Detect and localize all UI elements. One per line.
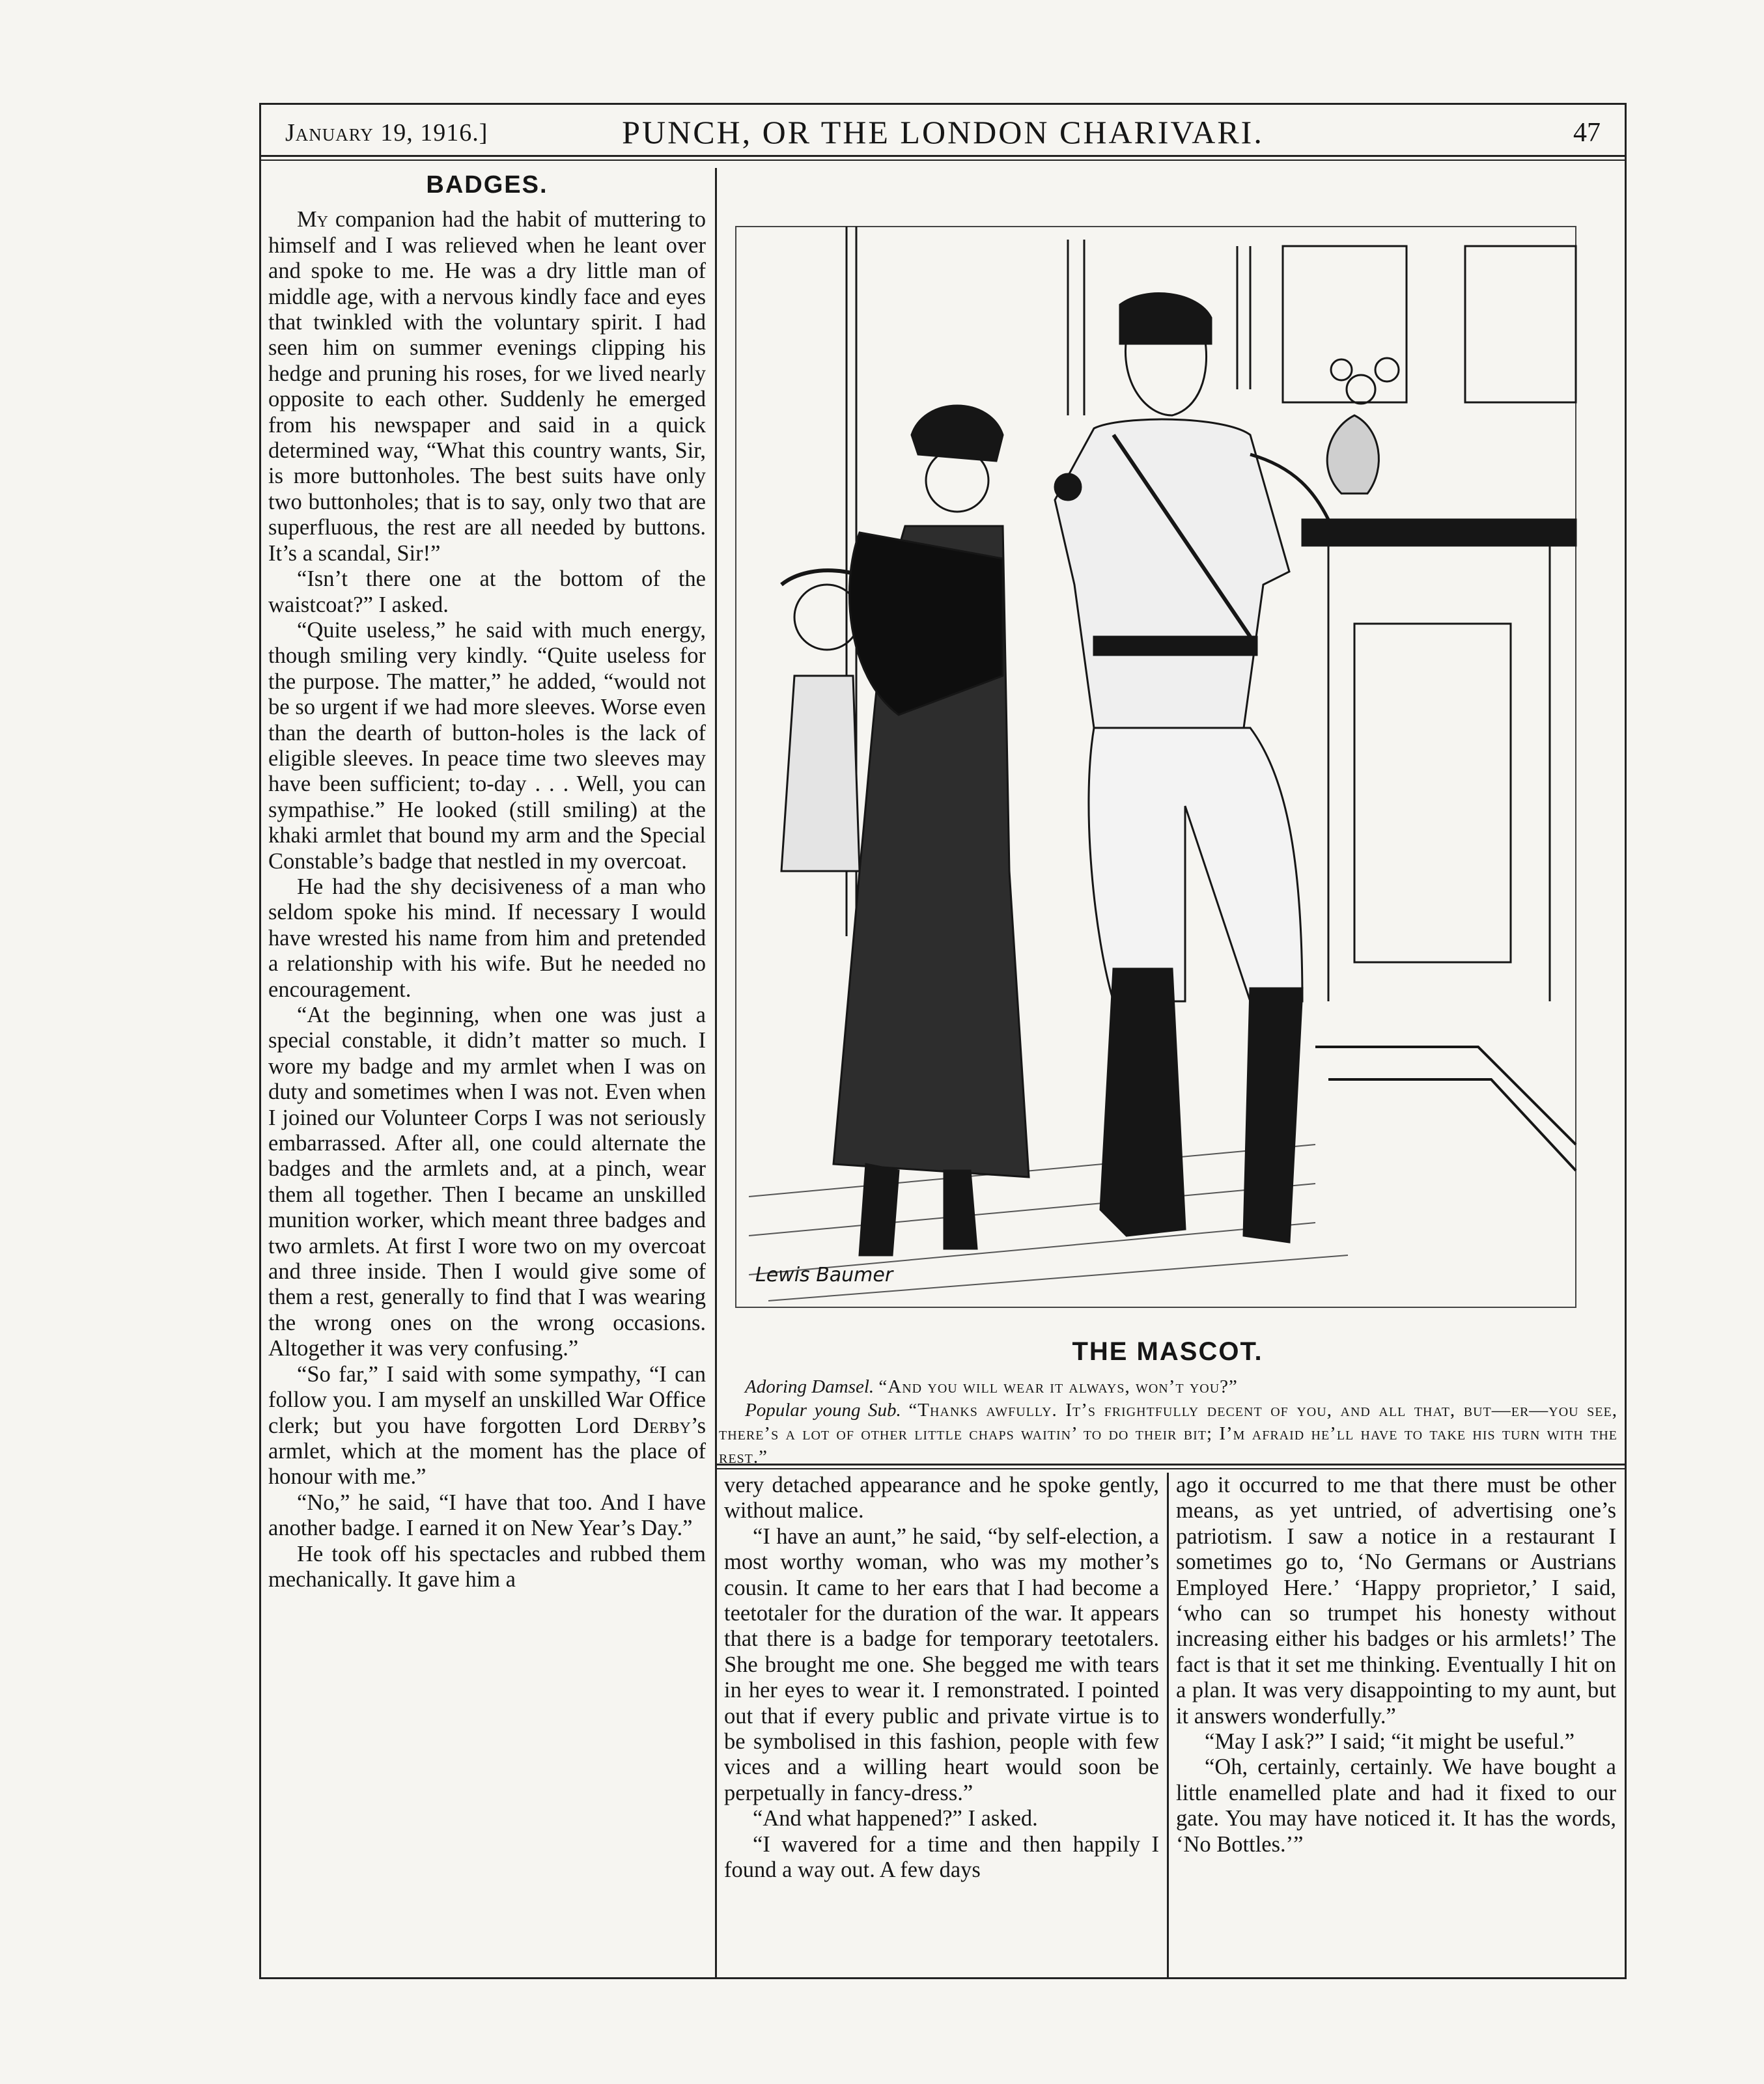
- article-column-2: [724, 1473, 1159, 1883]
- issue-date: January 19, 1916.]: [285, 119, 488, 146]
- paragraph: “I have an aunt,” he said, “by self-election, a most worthy woman, who was my mother’s cousin. It came to her ears that I had become a teetotaler for the duration of the war. It appears that there is a badge for temporary teetotalers. She brought me one. She begged me with tears in her eyes to wear it. I remonstrated. I pointed out that if every public and private virtue is to be symbolised in this fashion, people with few vices and a willing heart would soon be perpetually in fancy-dress.”: [724, 1523, 1159, 1805]
- cartoon-caption: [719, 1375, 1617, 1469]
- paragraph: “At the beginning, when one was just a special constable, it didn’t matter so much. I wore my badge and my armlet when I was on duty and sometimes when I was not. Even when I joined our Volunteer Corps I was not seriously embarrassed. After all, one could alternate the badges and the armlets and, at a pinch, wear them all together. Then I became an unskilled munition worker, which meant three badges and two armlets. At first I wore two on my overcoat and three inside. Then I would give some of them a rest, generally to find that I was wearing the wrong ones on the wrong occasions. Altogether it was very confusing.”: [268, 1003, 706, 1361]
- top-border: [259, 103, 1627, 105]
- caption-rule-thin: [717, 1468, 1627, 1469]
- header-rule-thin: [259, 160, 1627, 161]
- article-column-3: [1176, 1473, 1616, 1857]
- paragraph: “And what happened?” I asked.: [753, 1806, 1038, 1831]
- paragraph: He took off his spectacles and rubbed them mechanically. It gave him a: [268, 1541, 706, 1592]
- cartoon-illustration: [729, 220, 1589, 1327]
- paragraph-text: ’s armlet, which at the moment has the place of honour with me.”: [268, 1413, 706, 1490]
- speaker-name: Popular young Sub.: [745, 1400, 901, 1421]
- caption-line-2: [719, 1398, 1617, 1469]
- caption-line-1: [719, 1375, 1617, 1398]
- speaker-name: Adoring Damsel.: [745, 1376, 875, 1397]
- paragraph: “Oh, certainly, certainly. We have bought a little enamelled plate and had it fixed to our gate. You may have noticed it. It has the words, ‘No Bottles.’”: [1176, 1755, 1616, 1857]
- cartoon-title: THE MASCOT.: [1072, 1337, 1263, 1366]
- bottom-border: [259, 1977, 1627, 1979]
- paragraph-text: companion had the habit of muttering to himself and I was relieved when he leant over and spoke to me. He was a dry little man of middle age, with a nervous kindly face and eyes that twinkled with the voluntary spirit. I had seen him on summer evenings clipping his hedge and pruning his roses, for we lived nearly opposite to each other. Suddenly he emerged from his newspaper and said in a quick determined way, “What this country wants, Sir, is more buttonholes. The best suits have only two buttonholes; that is to say, only two that are superfluous, the rest are all needed by buttons. It’s a scandal, Sir!”: [268, 207, 706, 566]
- drop-word: My: [297, 207, 329, 232]
- paragraph: “Quite useless,” he said with much energy, though smiling very kindly. “Quite useless for the purpose. The matter,” he added, “would not be so urgent if we had more sleeves. Worse even than the dearth of button-holes is the lack of eligible sleeves. In peace time two sleeves may have been sufficient; to-day . . . Well, you can sympathise.” He looked (still smiling) at the khaki armlet that bound my arm and the Special Constable’s badge that nestled in my overcoat.: [268, 617, 706, 874]
- paragraph: very detached appearance and he spoke gently, without malice.: [724, 1473, 1159, 1523]
- paragraph: [268, 1362, 706, 1490]
- publication-title: PUNCH, OR THE LONDON CHARIVARI.: [622, 114, 1264, 150]
- paragraph: “May I ask?” I said; “it might be useful.”: [1205, 1729, 1575, 1755]
- column-rule-1: [715, 168, 717, 1978]
- speech: “And you will wear it always, won’t you?”: [878, 1376, 1238, 1397]
- paragraph: “No,” he said, “I have that too. And I have another badge. I earned it on New Year’s Day.”: [268, 1490, 706, 1541]
- speech: “Thanks awfully. It’s frightfully decent of you, and all that, but—er—you see, there’s a lot of other little chaps waitin’ to do their bit; I’m afraid he’ll have to take his turn with the rest.”: [719, 1400, 1617, 1467]
- paragraph: [268, 207, 706, 566]
- header-rule: [259, 155, 1627, 157]
- paragraph: “Isn’t there one at the bottom of the waistcoat?” I asked.: [268, 566, 706, 617]
- right-border: [1625, 103, 1627, 1979]
- artist-signature: Lewis Baumer: [755, 1264, 893, 1286]
- left-border: [259, 103, 261, 1979]
- page-number: 47: [1573, 118, 1601, 148]
- page-header: [285, 111, 1601, 156]
- column-rule-2: [1167, 1473, 1169, 1978]
- paragraph: “I wavered for a time and then happily I found a way out. A few days: [724, 1831, 1159, 1883]
- paragraph: He had the shy decisiveness of a man who seldom spoke his mind. If necessary I would have wrested his name from him and pretended a relationship with his wife. But he needed no encouragement.: [268, 874, 706, 1002]
- caption-rule: [717, 1464, 1627, 1466]
- paragraph: ago it occurred to me that there must be other means, as yet untried, of advertising one’s patriotism. I saw a notice in a restaurant I sometimes go to, ‘No Germans or Austrians Employed Here.’ ‘Happy proprietor,’ I said, ‘who can so trumpet his honesty without increasing either his badges or his armlets!’ The fact is that it set me thinking. Eventually I hit on a plan. It was very disappointing to my aunt, but it answers wonderfully.”: [1176, 1473, 1616, 1729]
- paragraph-text: “So far,” I said with some sympathy, “I can follow you. I am myself an unskilled War Office clerk; but you have forgotten Lord: [268, 1361, 706, 1438]
- article-column-1: [268, 165, 706, 1592]
- article-title: BADGES.: [426, 171, 548, 199]
- proper-name: Derby: [633, 1413, 691, 1438]
- magazine-page: [259, 103, 1627, 1979]
